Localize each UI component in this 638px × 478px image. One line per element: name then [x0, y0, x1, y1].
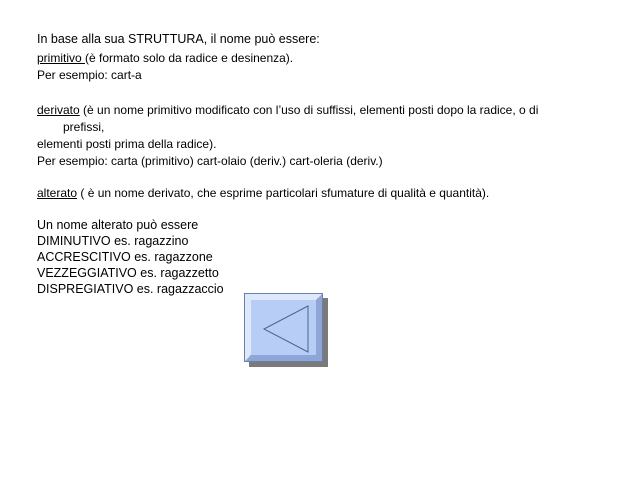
derivato-definition-end: elementi posti prima della radice). [37, 137, 217, 151]
primitivo-example: Per esempio: cart-a [37, 68, 142, 82]
primitivo-line [37, 51, 293, 66]
intro-line: In base alla sua STRUTTURA, il nome può essere: [37, 32, 320, 46]
derivato-definition-cont: prefissi, [63, 120, 105, 134]
primitivo-definition: (è formato solo da radice e desinenza). [85, 51, 294, 65]
back-button[interactable] [244, 293, 328, 367]
alterato-line [37, 186, 489, 201]
derivato-definition: (è un nome primitivo modificato con l’uso di suffissi, elementi posti dopo la radice, o di [79, 103, 539, 117]
alteration-item: DIMINUTIVO es. ragazzino [37, 234, 189, 248]
alteration-item: ACCRESCITIVO es. ragazzone [37, 250, 213, 264]
alteration-item: DISPREGIATIVO es. ragazzaccio [37, 282, 224, 296]
back-button-graphic [244, 293, 328, 367]
alterations-heading: Un nome alterato può essere [37, 218, 199, 232]
primitivo-link[interactable]: primitivo [37, 51, 86, 65]
alterato-link[interactable]: alterato [37, 186, 78, 200]
button-face [251, 300, 316, 355]
derivato-link[interactable]: derivato [37, 103, 80, 117]
alteration-item: VEZZEGGIATIVO es. ragazzetto [37, 266, 219, 280]
alterato-definition: ( è un nome derivato, che esprime particolari sfumature di qualità e quantità). [77, 186, 490, 200]
derivato-line [37, 103, 538, 118]
derivato-example: Per esempio: carta (primitivo) cart-olaio (deriv.) cart-oleria (deriv.) [37, 154, 383, 168]
